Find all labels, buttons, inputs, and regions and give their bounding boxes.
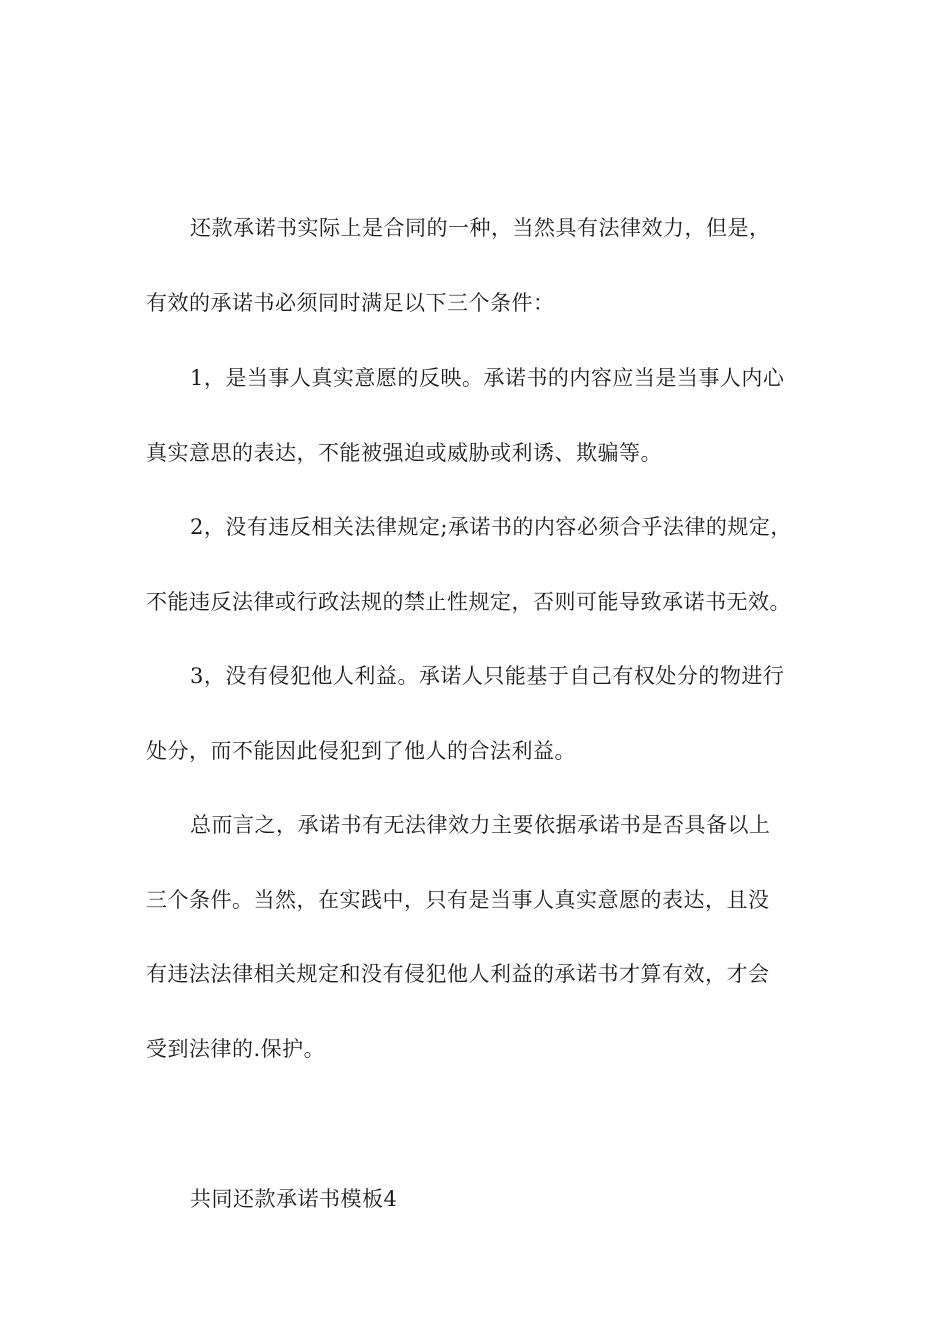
paragraph-3-line-2: 不能违反法律或行政法规的禁止性规定，否则可能导致承诺书无效。 [146,590,791,614]
paragraph-1-line-2: 有效的承诺书必须同时满足以下三个条件： [146,291,555,315]
paragraph-5-line-1: 总而言之，承诺书有无法律效力主要依据承诺书是否具备以上 [190,813,771,837]
section-heading: 共同还款承诺书模板4 [190,1187,398,1211]
paragraph-1-line-1: 还款承诺书实际上是合同的一种，当然具有法律效力，但是， [190,216,771,240]
paragraph-5-line-2: 三个条件。当然，在实践中，只有是当事人真实意愿的表达，且没 [146,888,770,912]
paragraph-4-line-1: 3，没有侵犯他人利益。承诺人只能基于自己有权处分的物进行 [190,664,785,688]
paragraph-5-line-4: 受到法律的.保护。 [146,1037,326,1061]
paragraph-4-line-2: 处分，而不能因此侵犯到了他人的合法利益。 [146,739,576,763]
paragraph-3-line-1: 2，没有违反相关法律规定;承诺书的内容必须合乎法律的规定， [190,515,792,539]
paragraph-2-line-2: 真实意思的表达，不能被强迫或威胁或利诱、欺骗等。 [146,441,662,465]
paragraph-5-line-3: 有违法法律相关规定和没有侵犯他人利益的承诺书才算有效，才会 [146,962,770,986]
paragraph-2-line-1: 1，是当事人真实意愿的反映。承诺书的内容应当是当事人内心 [190,366,785,390]
